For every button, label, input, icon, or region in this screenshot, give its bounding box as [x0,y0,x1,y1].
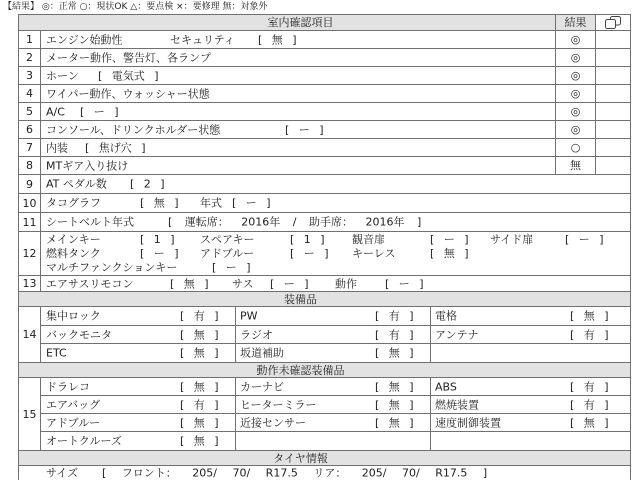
result-column-header: 結果 [555,14,596,31]
result-legend: 【結果】 ◎：正常 ○：現状OK △：要点検 ×：要修理 無：対象外 [3,2,268,12]
row-number: 2 [18,48,41,67]
item-label: サス [232,277,254,290]
item-value: [ 運転席： 2016年 / 助手席： 2016年 ] [168,215,422,229]
equipment-cell [40,325,236,344]
item-value: [ ー ] [270,277,309,290]
icon-column-header [595,14,631,31]
item-value: [ 有 ] [570,398,609,411]
result-cell: ◎ [555,48,596,67]
item-value: [ 無 ] [258,33,297,46]
empty-cell [430,343,631,363]
item-cell [40,30,556,49]
item-label: アンテナ [435,328,479,341]
tire-section-title: タイヤ情報 [18,450,631,466]
item-cell [40,174,631,194]
item-label: シートベルト年式 [46,215,134,229]
tire-size-value: [ フロント： 205/ 70/ R17.5 リア： 205/ 70/ R17.5 ] [102,466,488,480]
row-number: 15 [18,377,41,451]
item-value: [ ー ] [565,233,604,246]
item-value: [ 無 ] [375,398,414,411]
item-label: 動作 [335,277,357,290]
row-number: 11 [18,212,41,232]
item-value: [ 有 ] [570,380,609,393]
item-cell [40,66,556,85]
item-label: 観音扉 [352,233,385,246]
item-value: [ 無 ] [375,416,414,429]
equipment-cell [430,306,631,326]
item-value: [ 有 ] [180,398,219,411]
item-label: ドラレコ [46,380,90,393]
icon-column-cell [595,102,631,121]
item-label: アドブルー [200,247,255,260]
item-label: 近接センサー [240,416,306,429]
result-cell: 無 [555,156,596,175]
item-value: [ 無 ] [430,247,469,260]
result-cell: ◎ [555,66,596,85]
item-value: [ 無 ] [375,346,414,360]
item-label: ラジオ [240,328,273,341]
row-number: 10 [18,193,41,213]
item-cell [40,48,556,67]
icon-column-cell [595,138,631,157]
item-value: [ 無 ] [180,380,219,393]
item-cell [40,231,631,276]
result-cell: ◎ [555,84,596,103]
item-value: [ 無 ] [180,434,219,448]
item-value: [ ー ] [290,247,329,260]
item-label: MTギア入り抜け [46,159,129,172]
row-number: 1 [18,30,41,49]
item-value: [ ー ] [430,233,469,246]
item-value: [ 無 ] [170,277,209,290]
item-label: エアサスリモコン [46,277,134,290]
icon-column-cell [595,30,631,49]
item-value: [ 有 ] [375,328,414,341]
item-label: 内装 [46,141,68,154]
item-label: PW [240,309,258,323]
equipment-cell [40,377,236,396]
item-label: ABS [435,380,457,393]
item-cell [40,102,556,121]
item-value: [ ー ] [212,261,251,274]
equipment-cell [235,343,431,363]
item-value: [ 有 ] [375,309,414,323]
item-label: エアバッグ [46,398,101,411]
result-cell: ◎ [555,102,596,121]
item-label: 速度制御装置 [435,416,501,429]
equipment-cell [40,413,236,432]
item-label: メーター動作、警告灯、各ランプ [46,51,211,64]
item-cell [40,84,556,103]
row-number: 3 [18,66,41,85]
item-cell [40,193,631,213]
item-value: [ 無 ] [570,309,609,323]
item-label: キーレス [352,247,396,260]
item-cell [40,275,631,292]
equipment-cell [235,377,431,396]
item-value: [ 電気式 ] [98,69,159,82]
equipment-cell [40,306,236,326]
row-number: 9 [18,174,41,194]
item-value: [ 無 ] [375,380,414,393]
item-value: [ 無 ] [140,196,179,210]
item-label: バックモニタ [46,328,112,341]
equipment-cell [40,431,236,451]
item-label: ETC [46,346,67,360]
item-value: [ ー ] [385,277,424,290]
result-cell: ◎ [555,30,596,49]
row-number: 4 [18,84,41,103]
row-number: 6 [18,120,41,139]
tire-size-label: サイズ [46,466,79,480]
icon-column-cell [595,66,631,85]
item-label: 燃料タンク [46,247,101,260]
item-label: タコグラフ [46,196,101,210]
equipment-cell [235,306,431,326]
item-label: セキュリティ [170,33,235,46]
row-number: 14 [18,306,41,363]
row-number: 8 [18,156,41,175]
item-label: サイド扉 [490,233,534,246]
item-value: [ 有 ] [180,309,219,323]
item-label: 燃焼装置 [435,398,479,411]
item-value: [ ー ] [80,105,119,118]
equipment-cell [430,377,631,396]
equipment-cell [235,325,431,344]
item-value: [ 無 ] [180,346,219,360]
interior-section-title: 室内確認項目 [18,14,556,31]
item-label: エンジン始動性 [46,33,123,46]
row-number: 13 [18,275,41,292]
equipment-cell [40,395,236,414]
empty-cell [235,431,431,451]
item-label: ヒーターミラー [240,398,317,411]
item-cell [40,120,556,139]
item-value: [ 無 ] [570,416,609,429]
icon-column-cell [595,84,631,103]
item-label: アドブルー [46,416,101,429]
item-value: [ 無 ] [180,328,219,341]
item-cell [40,156,556,175]
item-label: スペアキー [200,233,255,246]
item-label: コンソール、ドリンクホルダー状態 [46,123,221,136]
equipment-cell [430,413,631,432]
icon-column-cell [595,48,631,67]
icon-column-cell [595,156,631,175]
item-value: [ 有 ] [570,328,609,341]
item-cell [40,212,631,232]
item-value: [ 2 ] [130,177,165,191]
equipment-cell [430,325,631,344]
item-cell [40,138,556,157]
item-label: A/C [46,105,65,118]
result-cell: ○ [555,138,596,157]
item-label: 坂道補助 [240,346,284,360]
item-label: 電格 [435,309,457,323]
icon-column-cell [595,120,631,139]
item-value: [ ー ] [140,247,179,260]
row-number: 12 [18,231,41,276]
item-value: [ 焦げ穴 ] [85,141,146,154]
item-label: オートクルーズ [46,434,122,448]
row-number: 5 [18,102,41,121]
item-value: [ 無 ] [180,416,219,429]
item-label: AT ペダル数 [46,177,107,191]
item-label: ホーン [46,69,79,82]
equipment-section-title: 装備品 [18,291,631,307]
item-label: 年式 [200,196,222,210]
item-value: [ 1 ] [140,233,175,246]
equipment-cell [235,395,431,414]
copy-icon [605,16,621,29]
item-value: [ ー ] [232,196,271,210]
equipment-cell [235,413,431,432]
item-label: マルチファンクションキー [46,261,178,274]
unconfirmed-equipment-section-title: 動作未確認装備品 [18,362,631,378]
row-number: 7 [18,138,41,157]
item-label: 集中ロック [46,309,101,323]
item-label: カーナビ [240,380,284,393]
tire-size-cell [18,465,631,480]
result-cell: ◎ [555,120,596,139]
equipment-cell [430,395,631,414]
item-label: メインキー [46,233,101,246]
item-value: [ 1 ] [290,233,325,246]
empty-cell [430,431,631,451]
equipment-cell [40,343,236,363]
item-value: [ ー ] [285,123,324,136]
item-label: ワイパー動作、ウォッシャー状態 [46,87,210,100]
